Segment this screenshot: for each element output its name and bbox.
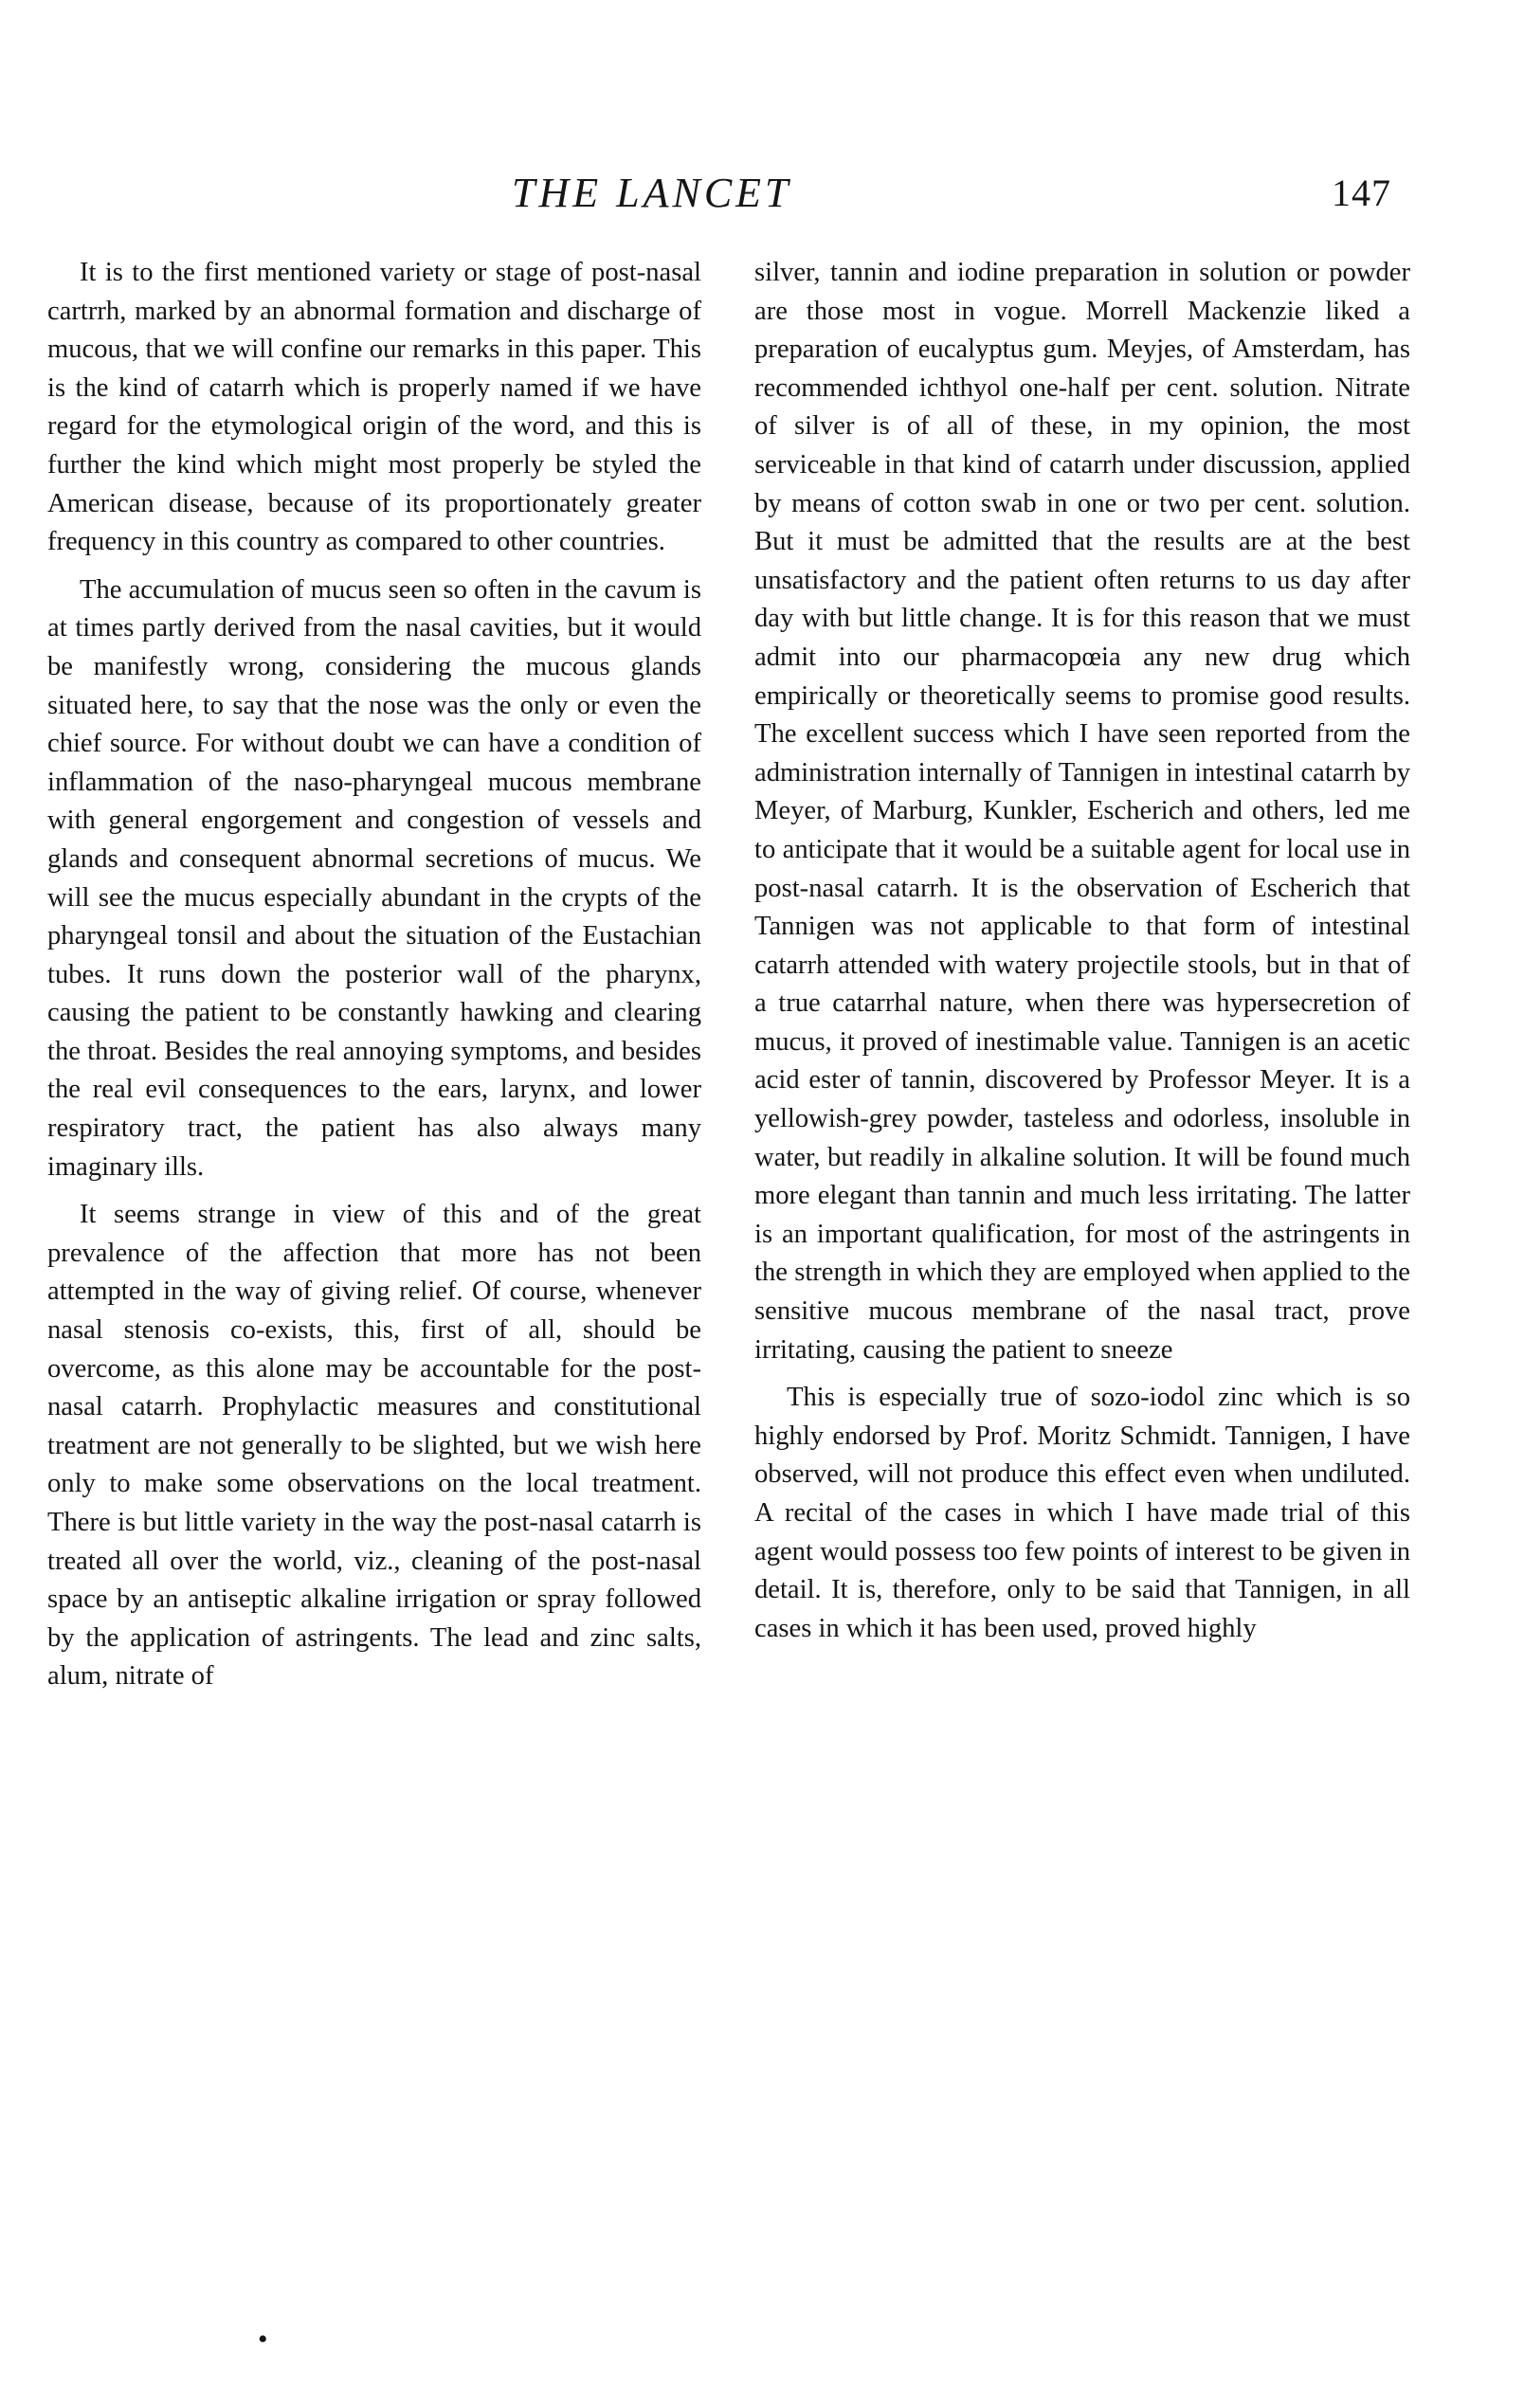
page-number: 147 <box>1332 172 1391 214</box>
paragraph: silver, tannin and iodine preparation in solution or powder are those most in vogue. Morrell Mackenzie liked a preparation of eucalyptus gum. Meyjes, of Amsterdam, has recommended ichthyol one-half per cent. solution. Nitrate of silver is of all of these, in my opinion, the most serviceable in that kind of catarrh under discussion, applied by means of cotton swab in one or two per cent. solution. But it must be admitted that the results are at the best unsatisfactory and the patient often returns to us day after day with but little change. It is for this reason that we must admit into our pharmacopœia any new drug which empirically or theoretically seems to promise good results. The excellent success which I have seen reported from the administration internally of Tannigen in intestinal catarrh by Meyer, of Marburg, Kunkler, Escherich and others, led me to anticipate that it would be a suitable agent for local use in post-nasal catarrh. It is the observation of Escherich that Tannigen was not applicable to that form of intestinal catarrh attended with watery projectile stools, but in that of a true catarrhal nature, when there was hypersecretion of mucus, it proved of inestimable value. Tannigen is an acetic acid ester of tannin, discovered by Professor Meyer. It is a yellowish-grey powder, tasteless and odorless, insoluble in water, but readily in alkaline solution. It will be found much more elegant than tannin and much less irritating. The latter is an important qualification, for most of the astringents in the strength in which they are employed when applied to the sensitive mucous membrane of the nasal tract, prove irritating, causing the patient to sneeze <box>754 258 1410 1365</box>
right-column <box>754 254 1410 1657</box>
paragraph: It seems strange in view of this and of the great prevalence of the affection that more has not been attempted in the way of giving relief. Of course, whenever nasal stenosis co-exists, this, first of all, should be overcome, as this alone may be accountable for the post-nasal catarrh. Prophylactic measures and constitutional treatment are not generally to be slighted, but we wish here only to make some observations on the local treatment. There is but little variety in the way the post-nasal catarrh is treated all over the world, viz., cleaning of the post-nasal space by an antiseptic alkaline irrigation or spray followed by the application of astringents. The lead and zinc salts, alum, nitrate of <box>47 1200 701 1692</box>
paragraph: This is especially true of sozo-iodol zinc which is so highly endorsed by Prof. Moritz Schmidt. Tannigen, I have observed, will not produce this effect even when undiluted. A recital of the cases in which I have made trial of this agent would possess too few points of interest to be given in detail. It is, therefore, only to be said that Tannigen, in all cases in which it has been used, proved highly <box>754 1383 1410 1643</box>
paragraph: The accumulation of mucus seen so often in the cavum is at times partly derived from the nasal cavities, but it would be manifestly wrong, considering the mucous glands situated here, to say that the nose was the only or even the chief source. For without doubt we can have a condition of inflammation of the naso-pharyngeal mucous membrane with general engorgement and congestion of vessels and glands and consequent abnormal secretions of mucus. We will see the mucus especially abundant in the crypts of the pharyngeal tonsil and about the situation of the Eustachian tubes. It runs down the posterior wall of the pharynx, causing the patient to be constantly hawking and clearing the throat. Besides the real annoying symptoms, and besides the real evil consequences to the ears, larynx, and lower respiratory tract, the patient has also always many imaginary ills. <box>47 574 701 1182</box>
paragraph: It is to the first mentioned variety or stage of post-nasal cartrrh, marked by an abnormal formation and discharge of mucous, that we will confine our remarks in this paper. This is the kind of catarrh which is properly named if we have regard for the etymological origin of the word, and this is further the kind which might most properly be styled the American disease, because of its proportionately greater frequency in this country as compared to other countries. <box>47 258 701 557</box>
journal-title: THE LANCET <box>512 170 792 216</box>
left-column <box>47 254 701 1706</box>
footer-mark: • <box>258 2324 268 2355</box>
running-header <box>0 169 1524 226</box>
